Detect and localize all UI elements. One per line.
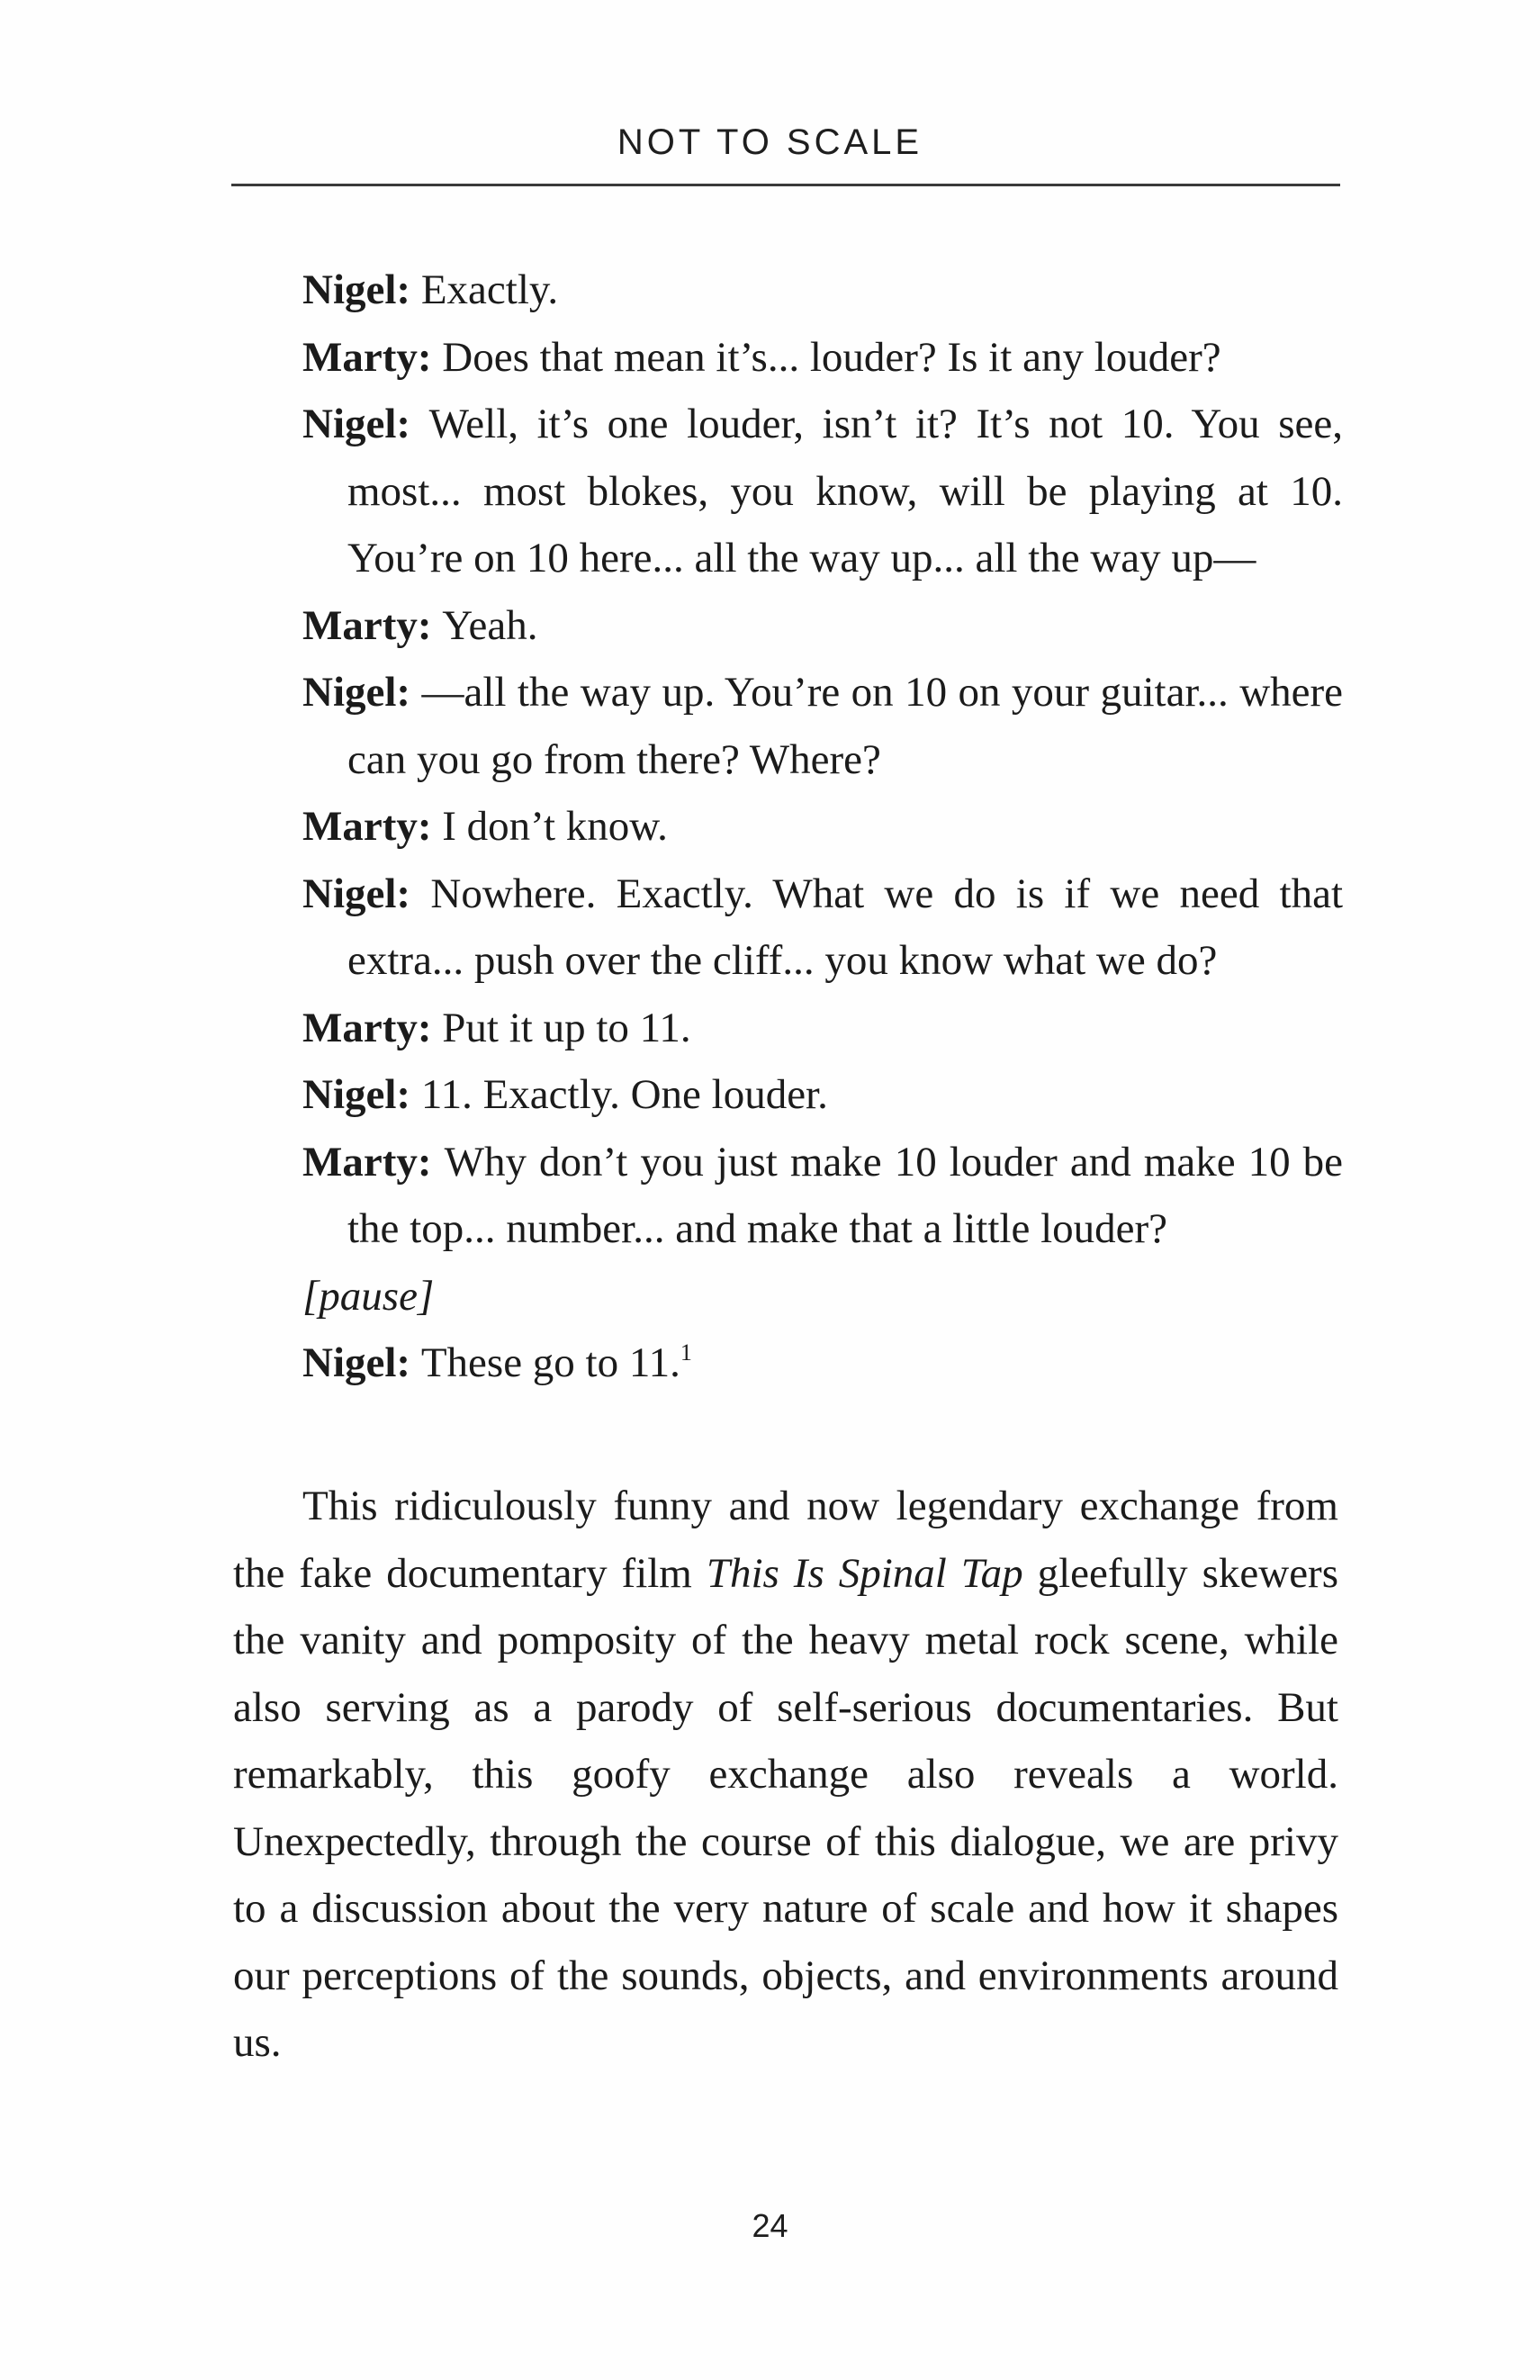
stage-direction: [pause] xyxy=(302,1272,435,1320)
speaker-name: Nigel: xyxy=(302,1339,411,1386)
dialogue-block xyxy=(302,257,1343,1397)
dialogue-text: Exactly. xyxy=(420,266,559,313)
dialogue-text: —all the way up. You’re on 10 on your guitar... where can you go from there? Where? xyxy=(347,669,1344,783)
dialogue-line xyxy=(302,1061,1343,1129)
body-paragraph xyxy=(233,1473,1338,2077)
dialogue-line xyxy=(302,257,1343,324)
speaker-name: Marty: xyxy=(302,333,432,381)
speaker-name: Marty: xyxy=(302,1138,432,1185)
dialogue-line xyxy=(302,324,1343,392)
speaker-name: Marty: xyxy=(302,601,432,649)
dialogue-line xyxy=(302,391,1343,592)
dialogue-text: Why don’t you just make 10 louder and make 10 be the top... number... and make that a little louder? xyxy=(347,1138,1343,1252)
speaker-name: Nigel: xyxy=(302,401,411,447)
speaker-name: Nigel: xyxy=(302,669,411,716)
dialogue-text: These go to 11. xyxy=(420,1339,680,1386)
dialogue-text: 11. Exactly. One louder. xyxy=(420,1071,828,1118)
body-text-part1: This ridiculously funny and now legendary exchange from the fake documentary film xyxy=(233,1483,1338,1597)
page-number: 24 xyxy=(752,2207,788,2244)
footnote-reference[interactable]: 1 xyxy=(680,1339,692,1366)
dialogue-text: Nowhere. Exactly. What we do is if we need that extra... push over the cliff... you know what we do? xyxy=(347,870,1344,984)
dialogue-text: Well, it’s one louder, isn’t it? It’s not 10. You see, most... most blokes, you know, will be playing at 10. You’re on 10 here... all the way up... all the way up— xyxy=(347,401,1343,581)
dialogue-line-final xyxy=(302,1330,1343,1397)
header-rule xyxy=(231,184,1340,186)
dialogue-line xyxy=(302,659,1343,793)
dialogue-text: Put it up to 11. xyxy=(442,1004,691,1051)
film-title: This Is Spinal Tap xyxy=(706,1549,1023,1597)
dialogue-line xyxy=(302,793,1343,861)
dialogue-text: Does that mean it’s... louder? Is it any louder? xyxy=(442,333,1221,381)
speaker-name: Marty: xyxy=(302,1004,432,1051)
speaker-name: Nigel: xyxy=(302,266,411,313)
dialogue-text: I don’t know. xyxy=(442,803,668,850)
running-head: NOT TO SCALE xyxy=(617,122,923,162)
dialogue-line xyxy=(302,592,1343,660)
speaker-name: Nigel: xyxy=(302,870,411,917)
body-text-part2: gleefully skewers the vanity and pomposity of the heavy metal rock scene, while also serving as a parody of self-serious documentaries. But remarkably, this goofy exchange also reveals a world. Unexpectedly, through the course of this dialogue, we are privy to a discussion about the very nature of scale and how it shapes our perceptions of the sounds, objects, and environments around us. xyxy=(233,1549,1339,2066)
speaker-name: Nigel: xyxy=(302,1071,411,1118)
speaker-name: Marty: xyxy=(302,803,432,850)
dialogue-line xyxy=(302,1129,1343,1263)
dialogue-text: Yeah. xyxy=(442,601,538,649)
dialogue-line xyxy=(302,861,1343,995)
dialogue-line xyxy=(302,995,1343,1062)
